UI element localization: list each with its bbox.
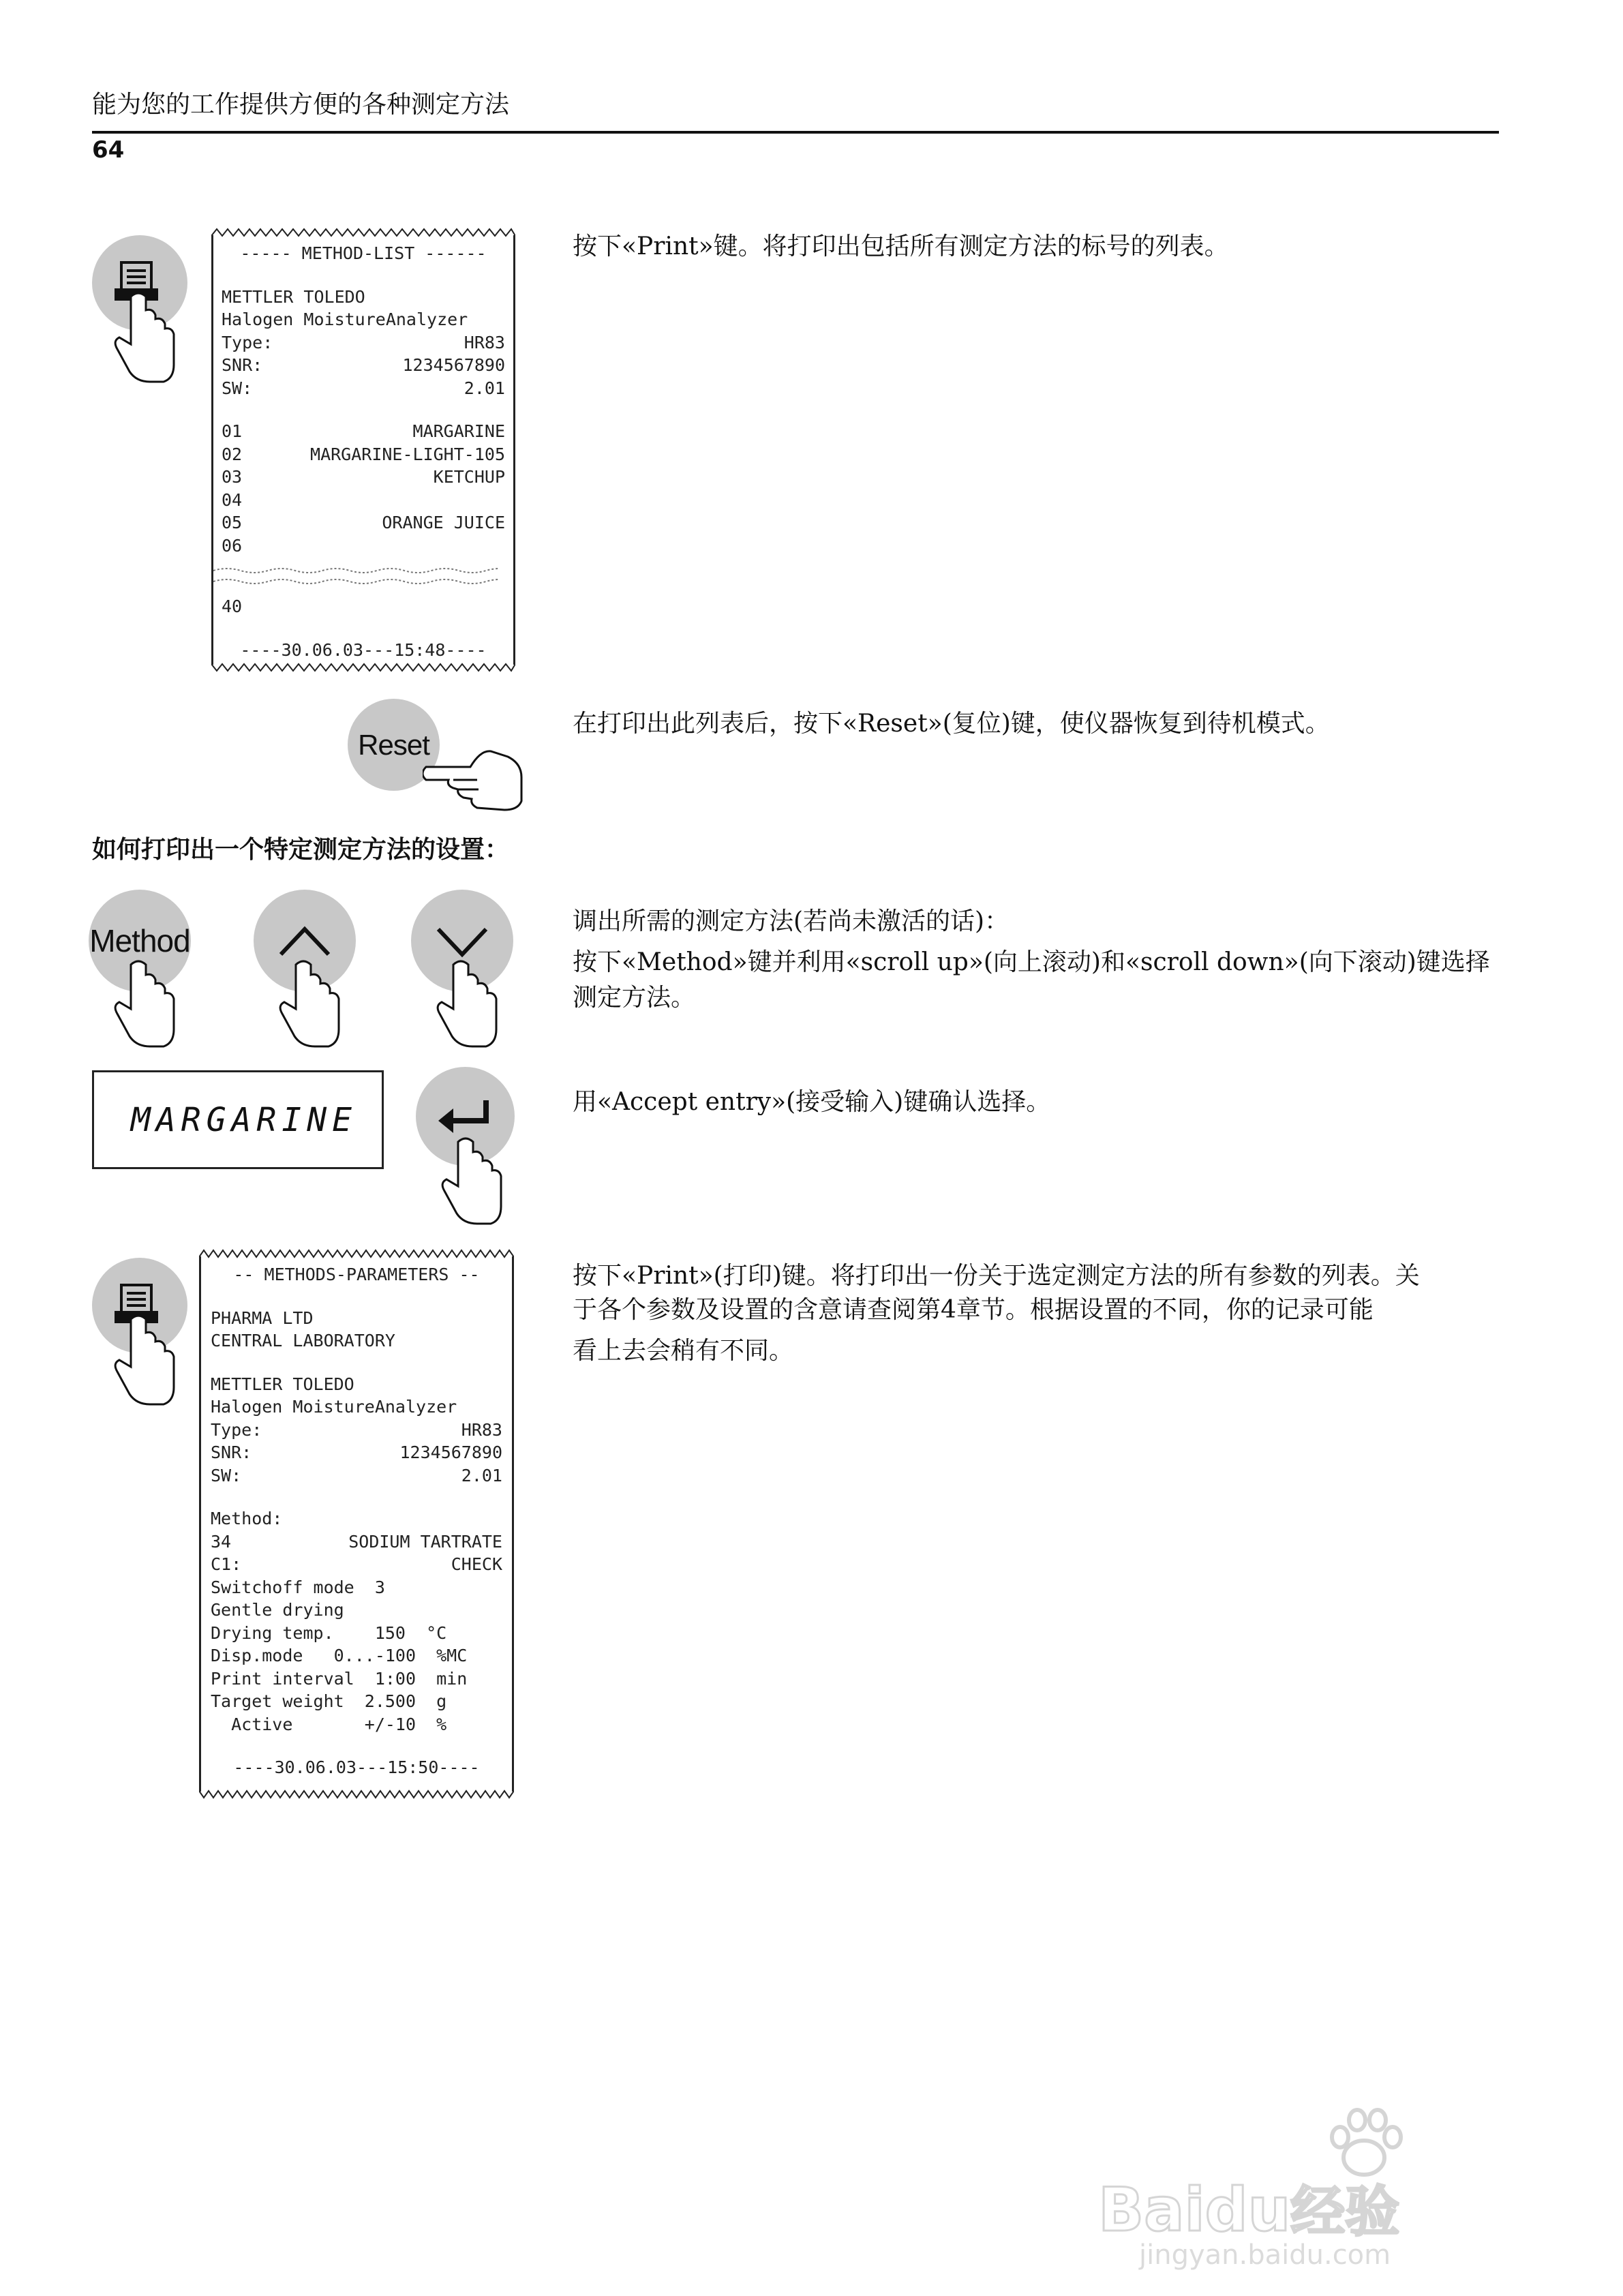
param-switchoff: Switchoff mode 3: [211, 1577, 385, 1597]
ticket-title: ----- METHOD-LIST ------: [240, 243, 487, 263]
display-screen: [92, 1070, 384, 1169]
accept-key-press: [416, 1067, 518, 1244]
ticket-info-label: SW:: [211, 1465, 242, 1485]
method-num: 04: [222, 489, 243, 510]
method-num: 01: [222, 421, 243, 441]
instruction-print-params-line3: 看上去会稍有不同。: [573, 1337, 794, 1365]
ticket-bottom-edge: [211, 663, 515, 674]
method-button-label: Method: [89, 923, 190, 958]
tear-break: [213, 557, 500, 595]
c1-value: CHECK: [451, 1554, 502, 1574]
finger-hand-icon: [280, 961, 339, 1046]
method-label: Method:: [211, 1509, 283, 1528]
instruction-print-list: 按下«Print»键。将打印出包括所有测定方法的标号的列表。: [573, 232, 1229, 260]
method-row: [222, 466, 505, 489]
param-gentle: Gentle drying: [211, 1600, 344, 1620]
method-name: ORANGE JUICE: [382, 513, 505, 532]
method-num: 06: [222, 535, 243, 556]
ticket-info-label: SW:: [222, 378, 253, 398]
instruction-select-line1: 按下«Method»键并利用«scroll up»(向上滚动)和«scroll down»(向下滚动)键选择: [573, 948, 1490, 976]
instruction-reset: 在打印出此列表后，按下«Reset»(复位)键，使仪器恢复到待机模式。: [573, 710, 1330, 738]
finger-hand-icon: [442, 1138, 501, 1224]
method-parameters-printout: [199, 1256, 514, 1792]
ticket-footer: ----30.06.03---15:50----: [233, 1757, 480, 1777]
instruction-accept: 用«Accept entry»(接受输入)键确认选择。: [573, 1088, 1051, 1116]
ticket-top-edge: [199, 1248, 514, 1258]
ticket-bottom-edge: [199, 1789, 514, 1800]
ticket-info-label: SNR:: [211, 1442, 252, 1462]
ticket-org-dept: CENTRAL LABORATORY: [211, 1331, 395, 1350]
param-disp-mode: Disp.mode 0...-100 %MC: [211, 1646, 468, 1665]
ticket-info-value: 2.01: [464, 378, 505, 398]
method-row: [222, 420, 505, 443]
method-name: KETCHUP: [433, 467, 505, 487]
c1-label: C1:: [211, 1554, 242, 1574]
print-key-press-2: [89, 1254, 191, 1432]
finger-hand-icon: [438, 961, 496, 1046]
method-name: MARGARINE-LIGHT-105: [310, 444, 505, 464]
ticket-company: METTLER TOLEDO: [222, 286, 365, 307]
method-name: MARGARINE: [412, 421, 505, 441]
ticket-footer: ----30.06.03---15:48----: [240, 639, 487, 660]
reset-key-press: [348, 699, 525, 801]
instruction-print-params-line1: 按下«Print»(打印)键。将打印出一份关于选定测定方法的所有参数的列表。关: [573, 1262, 1420, 1290]
ticket-info-value: HR83: [464, 332, 505, 352]
instruction-print-params-line2: 于各个参数及设置的含意请查阅第4章节。根据设置的不同，你的记录可能: [573, 1296, 1374, 1324]
print-key-press-1: [89, 232, 191, 409]
method-row: [222, 489, 505, 512]
method-num: 05: [222, 513, 243, 532]
display-value: MARGARINE: [130, 1100, 357, 1139]
header-rule: [92, 131, 1499, 134]
ticket-info-value: 1234567890: [399, 1442, 502, 1462]
scroll-up-key-press: [254, 890, 356, 1067]
watermark-brand-du: du: [1204, 2175, 1291, 2245]
watermark-url: jingyan.baidu.com: [1139, 2239, 1391, 2271]
ticket-title: -- METHODS-PARAMETERS --: [233, 1265, 480, 1284]
page-number: 64: [92, 136, 125, 164]
instruction-call-method: 调出所需的测定方法(若尚未激活的话)：: [573, 907, 1010, 935]
scroll-down-key-press: [411, 890, 513, 1067]
method-num: 03: [222, 467, 243, 487]
reset-button-label: Reset: [358, 728, 429, 761]
param-target-weight: Target weight 2.500 g: [211, 1691, 447, 1711]
finger-hand-icon: [115, 961, 174, 1046]
ticket-company: METTLER TOLEDO: [211, 1374, 354, 1394]
ticket-top-edge: [211, 226, 515, 237]
param-drying-temp: Drying temp. 150 °C: [211, 1622, 447, 1643]
instruction-select-line2: 测定方法。: [573, 984, 696, 1012]
ticket-info-label: SNR:: [222, 355, 263, 375]
method-list-printout: [211, 235, 515, 665]
ticket-info-value: 2.01: [461, 1465, 502, 1485]
ticket-org: PHARMA LTD: [211, 1308, 314, 1328]
section-heading: 如何打印出一个特定测定方法的设置：: [92, 836, 510, 864]
method-row: [222, 443, 505, 466]
ticket-info-value: HR83: [461, 1419, 502, 1440]
watermark-cn: 经验: [1290, 2180, 1400, 2244]
param-active: Active +/-10 %: [211, 1714, 447, 1734]
method-name: SODIUM TARTRATE: [348, 1531, 502, 1552]
method-key-press: [89, 890, 191, 1067]
method-row: [222, 534, 505, 558]
baidu-watermark: [1098, 2106, 1521, 2270]
param-print-interval: Print interval 1:00 min: [211, 1668, 468, 1689]
watermark-brand: Bai: [1098, 2175, 1205, 2245]
ticket-info-label: Type:: [211, 1419, 262, 1440]
ticket-model: Halogen MoistureAnalyzer: [222, 309, 468, 329]
finger-hand-icon: [423, 736, 525, 811]
ticket-info-label: Type:: [222, 332, 273, 352]
last-method-num: 40: [222, 596, 243, 616]
method-row: [222, 511, 505, 534]
method-num: 02: [222, 444, 243, 464]
method-num: 34: [211, 1531, 232, 1552]
header-title: 能为您的工作提供方便的各种测定方法: [92, 91, 510, 119]
ticket-model: Halogen MoistureAnalyzer: [211, 1397, 457, 1417]
ticket-info-value: 1234567890: [402, 355, 505, 375]
